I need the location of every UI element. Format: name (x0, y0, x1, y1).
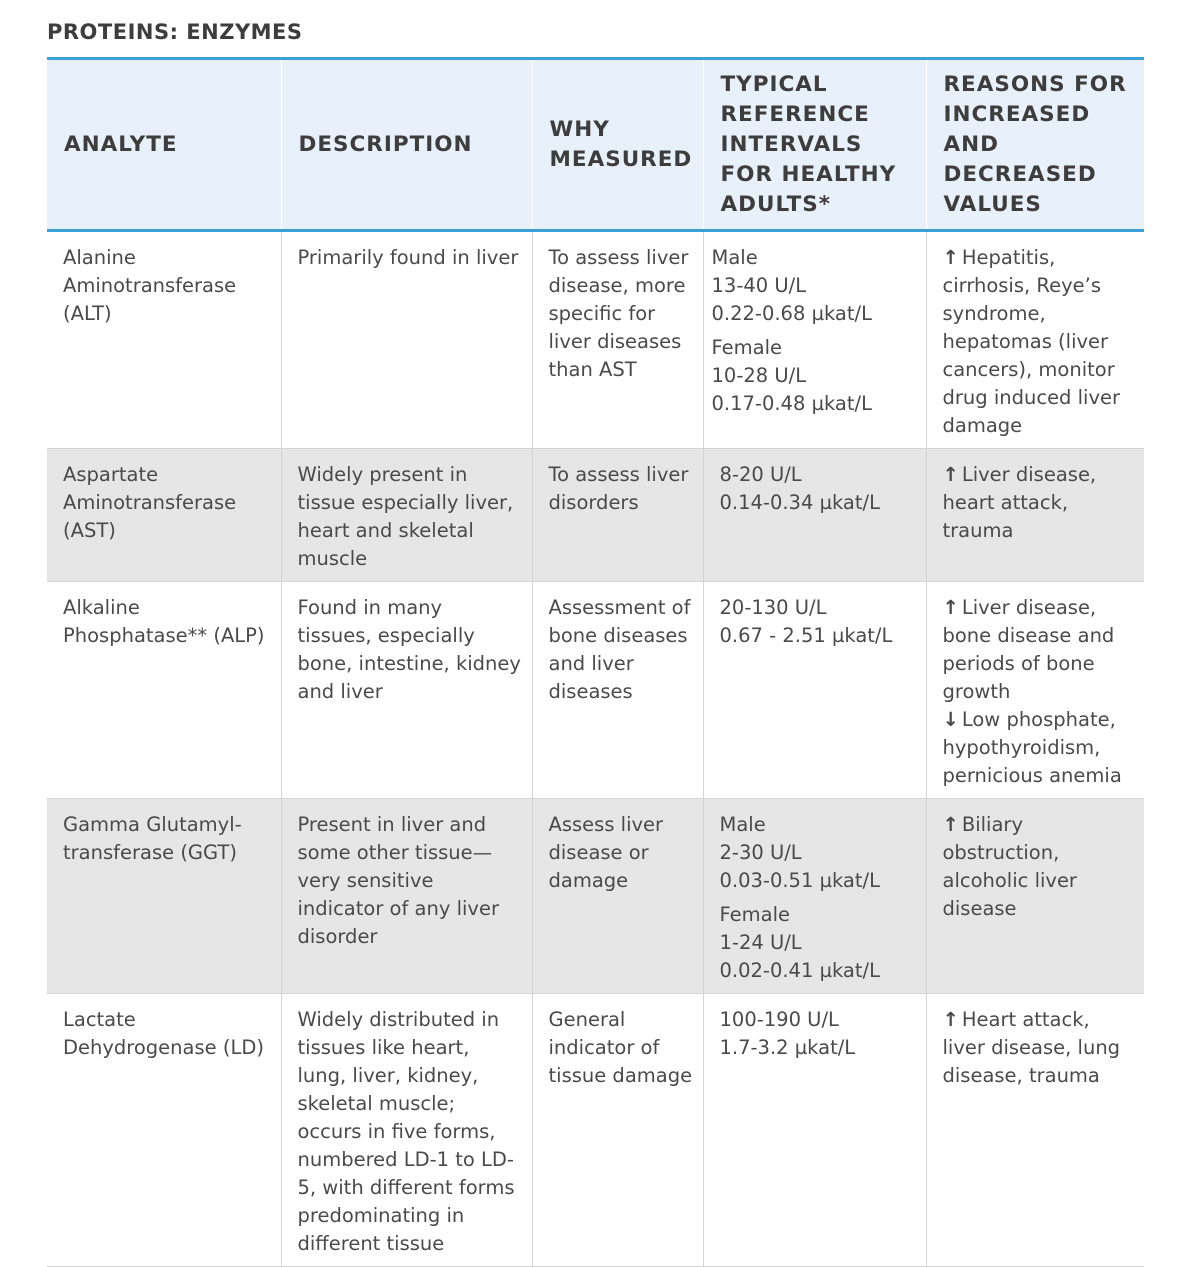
description-cell: Widely present in tissue especially liver, heart and skeletal muscle (281, 449, 532, 582)
ref-range: 8-20 U/L (719, 463, 802, 486)
description-cell: Found in many tissues, especially bone, intestine, kidney and liver (281, 582, 532, 799)
ref-male-label: Male (711, 246, 758, 269)
table-row (47, 994, 1144, 1267)
header-description: DESCRIPTION (281, 59, 532, 231)
ref-female-range-si: 0.02-0.41 µkat/L (719, 959, 880, 982)
up-arrow-icon: ↑ (942, 463, 959, 486)
table-header-row (47, 59, 1144, 231)
ref-female-label: Female (711, 336, 783, 359)
table-row (47, 582, 1144, 799)
ref-male-range-si: 0.22-0.68 µkat/L (711, 302, 872, 325)
why-measured-cell: Assessment of bone diseases and liver diseases (532, 582, 703, 799)
up-arrow-icon: ↑ (942, 596, 959, 619)
ref-female-range-si: 0.17-0.48 µkat/L (711, 392, 872, 415)
up-arrow-icon: ↑ (942, 246, 959, 269)
ref-range: 20-130 U/L (719, 596, 827, 619)
up-arrow-icon: ↑ (942, 1008, 959, 1031)
analyte-cell: Gamma Glutamyl-transferase (GGT) (47, 799, 281, 994)
ref-male-label: Male (719, 813, 766, 836)
ref-range-si: 1.7-3.2 µkat/L (719, 1036, 856, 1059)
ref-female-range: 10-28 U/L (711, 364, 807, 387)
description-cell: Present in liver and some other tissue—very sensitive indicator of any liver disorder (281, 799, 532, 994)
enzymes-table (47, 57, 1144, 1267)
analyte-cell: Alanine Aminotransferase (ALT) (47, 231, 281, 449)
ref-female-label: Female (719, 903, 791, 926)
reasons-cell (926, 449, 1144, 582)
ref-male-range: 2-30 U/L (719, 841, 802, 864)
reference-cell (703, 582, 926, 799)
reasons-cell (926, 799, 1144, 994)
reasons-cell (926, 994, 1144, 1267)
down-arrow-icon: ↓ (942, 708, 959, 731)
reasons-cell (926, 231, 1144, 449)
reason-increased: Hepatitis, cirrhosis, Reye’s syndrome, hepatomas (liver cancers), monitor drug induced liver damage (942, 246, 1121, 437)
reason-increased: Heart attack, liver disease, lung disease, trauma (942, 1008, 1121, 1087)
why-measured-cell: To assess liver disease, more specific for liver diseases than AST (532, 231, 703, 449)
reasons-cell (926, 582, 1144, 799)
analyte-cell: Aspartate Aminotransferase (AST) (47, 449, 281, 582)
why-measured-cell: To assess liver disorders (532, 449, 703, 582)
table-row (47, 449, 1144, 582)
header-reasons: REASONS FOR INCREASED AND DECREASED VALUES (926, 59, 1144, 231)
reason-decreased: Low phosphate, hypothyroidism, pernicious anemia (942, 708, 1122, 787)
reason-increased: Biliary obstruction, alcoholic liver disease (942, 813, 1077, 920)
reference-cell (703, 799, 926, 994)
header-reference-intervals: TYPICAL REFERENCE INTERVALS FOR HEALTHY ADULTS* (703, 59, 926, 231)
ref-male-range: 13-40 U/L (711, 274, 807, 297)
table-row (47, 231, 1144, 449)
reference-cell (703, 994, 926, 1267)
reference-cell (703, 231, 926, 449)
why-measured-cell: Assess liver disease or damage (532, 799, 703, 994)
reason-increased: Liver disease, bone disease and periods of bone growth (942, 596, 1115, 703)
ref-range-si: 0.67 - 2.51 µkat/L (719, 624, 893, 647)
description-cell: Primarily found in liver (281, 231, 532, 449)
header-analyte: ANALYTE (47, 59, 281, 231)
table-row (47, 799, 1144, 994)
why-measured-cell: General indicator of tissue damage (532, 994, 703, 1267)
header-why-measured: WHY MEASURED (532, 59, 703, 231)
page-title: PROTEINS: ENZYMES (47, 20, 303, 44)
ref-range-si: 0.14-0.34 µkat/L (719, 491, 880, 514)
analyte-cell: Alkaline Phosphatase** (ALP) (47, 582, 281, 799)
up-arrow-icon: ↑ (942, 813, 959, 836)
reason-increased: Liver disease, heart attack, trauma (942, 463, 1097, 542)
reference-cell (703, 449, 926, 582)
ref-male-range-si: 0.03-0.51 µkat/L (719, 869, 880, 892)
ref-range: 100-190 U/L (719, 1008, 839, 1031)
ref-female-range: 1-24 U/L (719, 931, 802, 954)
analyte-cell: Lactate Dehydrogenase (LD) (47, 994, 281, 1267)
description-cell: Widely distributed in tissues like heart, lung, liver, kidney, skeletal muscle; occurs in five forms, numbered LD-1 to LD-5, with different forms predominating in different tissue (281, 994, 532, 1267)
